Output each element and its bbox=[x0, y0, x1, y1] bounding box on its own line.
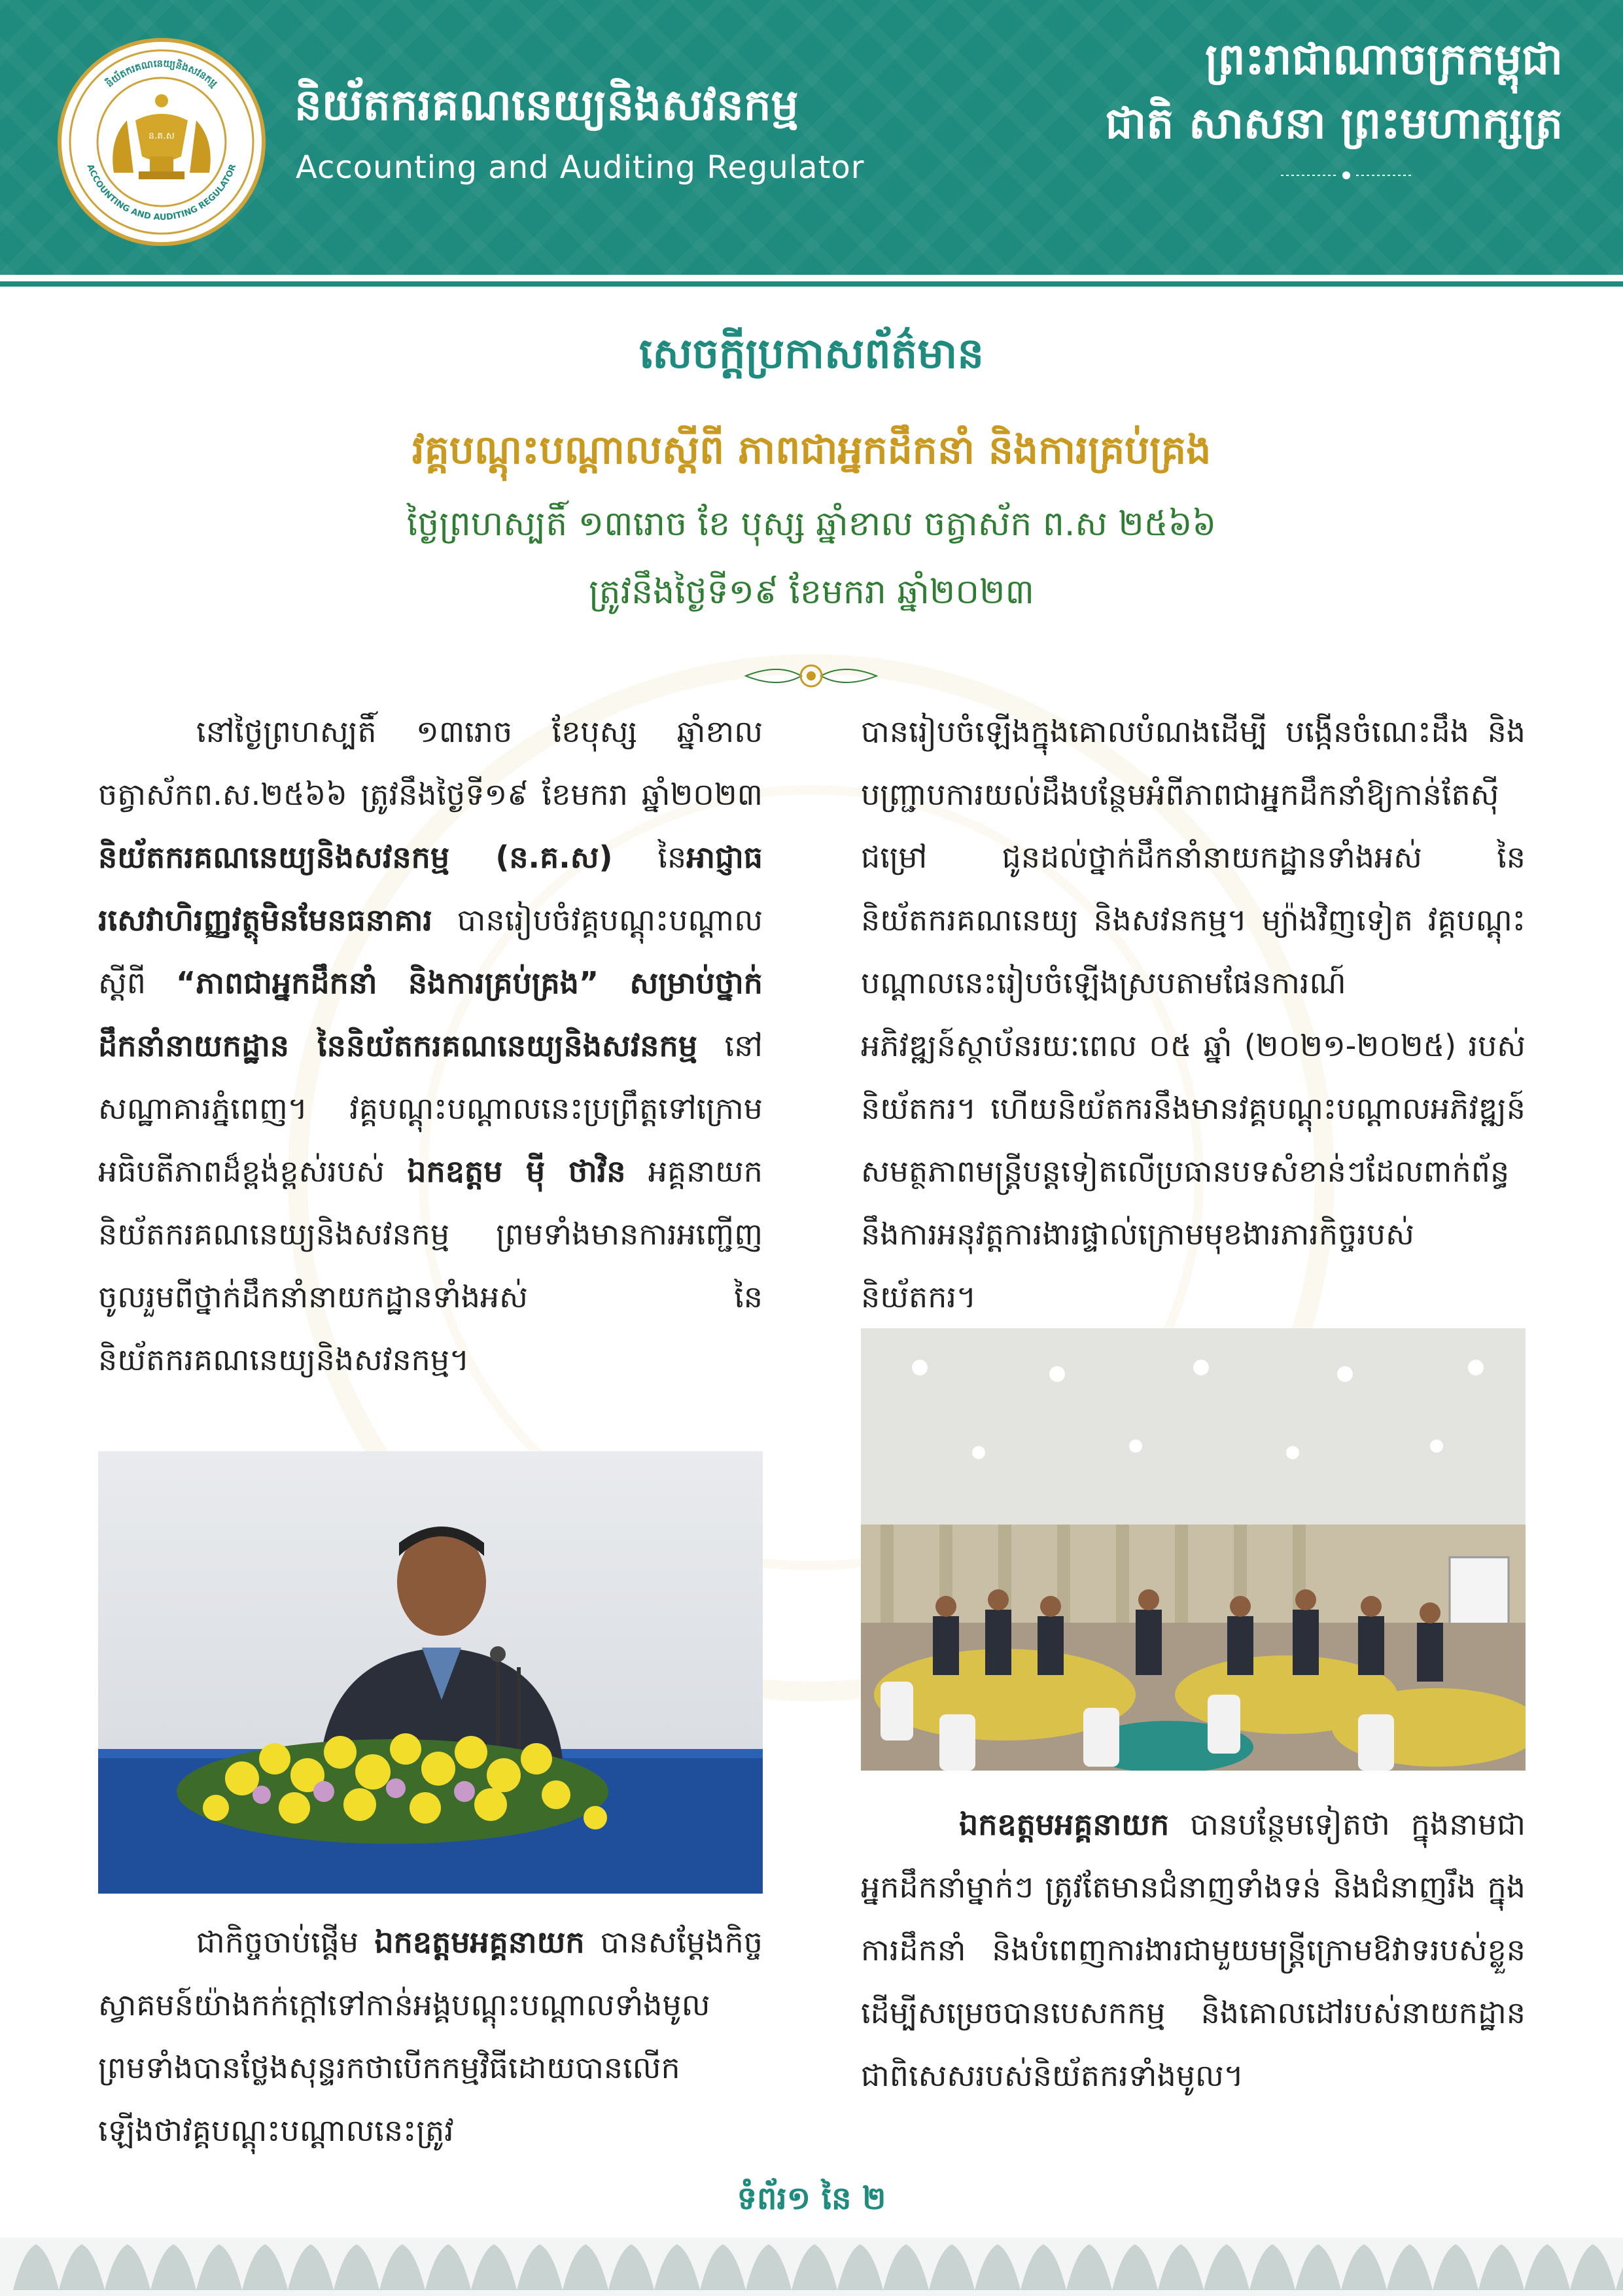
intro-text-3: បានរៀបចំវគ្គបណ្តុះបណ្តាលស្តីពី bbox=[98, 902, 763, 1000]
paragraph-purpose: បានរៀបចំឡើងក្នុងគោលបំណងដើម្បី បង្កើនចំណេះដឹង និងបញ្ជ្រាបការយល់ដឹងបន្ថែមអំពីភាពជាអ្នកដឹកនាំឱ្យកាន់តែស៊ីជម្រៅ ជូនដល់ថ្នាក់ដឹកនាំនាយកដ្ឋានទាំងអស់ នៃនិយ័តករគណនេយ្យ និងសវនកម្ម។ ម្យ៉ាងវិញទៀត វគ្គបណ្តុះបណ្តាលនេះរៀបចំឡើងស្របតាមផែនការណ៍អភិវឌ្ឍន៍ស្ថាប័នរយៈពេល ០៥ ឆ្នាំ (២០២១-២០២៥) របស់និយ័តករ។ ហើយនិយ័តករនឹងមានវគ្គបណ្តុះបណ្តាលអភិវឌ្ឍន៍សមត្ថភាពមន្ត្រីបន្តទៀតលើប្រធានបទសំខាន់ៗដែលពាក់ព័ន្ធនឹងការអនុវត្តការងារផ្ទាល់ក្រោមមុខងារភារកិច្ចរបស់និយ័តករ។ bbox=[861, 714, 1526, 1315]
skills-text: បានបន្ថែមទៀតថា ក្នុងនាមជាអ្នកដឹកនាំម្នាក់ៗ ត្រូវតែមានជំនាញទាំងទន់ និងជំនាញរឹង ក្នុងការដឹកនាំ និងបំពេញការងារជាមួយមន្ត្រីក្រោមឱវាទរបស់ខ្លួន ដើម្បីសម្រេចបានបេសកកម្ម និងគោលដៅរបស់នាយកដ្ឋាន ជាពិសេសរបស់និយ័តករទាំងមូល។ bbox=[861, 1807, 1526, 2093]
opening-text-1: ជាកិច្ចចាប់ផ្តើម bbox=[196, 1924, 375, 1960]
press-release-title: សេចក្តីប្រកាសព័ត៌មាន bbox=[639, 330, 984, 378]
logo-ring-km: និយ័តករគណនេយ្យនិងសវនកម្ម bbox=[103, 57, 220, 90]
photo-director-general-speaking bbox=[98, 1451, 763, 1894]
skills-dg-title: ឯកឧត្តមអគ្គនាយក bbox=[959, 1807, 1170, 1842]
org-name-english: Accounting and Auditing Regulator bbox=[296, 149, 865, 186]
intro-org-name: និយ័តករគណនេយ្យនិងសវនកម្ម (ន.គ.ស) bbox=[98, 839, 613, 875]
intro-workshop-topic: “ភាពជាអ្នកដឹកនាំ និងការគ្រប់គ្រង” សម្រាប់ថ្នាក់ដឹកនាំនាយកដ្ឋាន នៃនិយ័តករគណនេយ្យនិងសវនកម្ម bbox=[98, 965, 763, 1063]
date-solar: ត្រូវនឹងថ្ងៃទី១៩ ខែមករា ឆ្នាំ២០២៣ bbox=[589, 573, 1034, 612]
opening-text-2: បានសម្តែងកិច្ចស្វាគមន៍យ៉ាងកក់ក្តៅទៅកាន់អង្គបណ្តុះបណ្តាលទាំងមូល ព្រមទាំងបានថ្លែងសុន្ទរកថាបើកកម្មវិធីដោយបានលើកឡើងថាវគ្គបណ្តុះបណ្តាលនេះត្រូវ bbox=[98, 1924, 763, 2148]
opening-dg-title: ឯកឧត្តមអគ្គនាយក bbox=[374, 1924, 585, 1960]
intro-chair-name: ឯកឧត្តម ម៉ី ថាវិន bbox=[407, 1154, 626, 1189]
header-banner bbox=[0, 0, 1623, 275]
intro-text-1: នៅថ្ងៃព្រហស្បតិ៍ ១៣រោច ខែបុស្ស ឆ្នាំខាល ចត្វាស័កព.ស.២៥៦៦ ត្រូវនឹងថ្ងៃទី១៩ ខែមករា ឆ្នាំ២០២៣ bbox=[98, 714, 763, 812]
logo-abbrev: ន.គ.ស bbox=[148, 131, 175, 141]
workshop-title: វគ្គបណ្តុះបណ្តាលស្តីពី ភាពជាអ្នកដឹកនាំ និងការគ្រប់គ្រង bbox=[411, 427, 1212, 473]
logo-ring-en: ACCOUNTING AND AUDITING REGULATOR bbox=[84, 163, 239, 223]
photo-training-room bbox=[861, 1328, 1526, 1771]
page-number: ទំព័រ១ នៃ ២ bbox=[737, 2180, 886, 2217]
intro-text-4: នៅសណ្ឋាគារភ្នំពេញ។ វគ្គបណ្តុះបណ្តាលនេះប្រព្រឹត្តទៅក្រោមអធិបតីភាពដ៏ខ្ពង់ខ្ពស់របស់ bbox=[98, 1028, 763, 1189]
seal-icon bbox=[61, 42, 262, 242]
paragraph-leadership-skills bbox=[861, 1793, 1526, 2107]
motto-ornament-icon bbox=[1281, 169, 1412, 182]
org-name-khmer: និយ័តករគណនេយ្យនិងសវនកម្ម bbox=[294, 80, 799, 130]
organization-logo bbox=[58, 38, 266, 246]
paragraph-opening bbox=[98, 1911, 763, 2162]
footer-ornament-band-icon bbox=[0, 2238, 1623, 2296]
date-lunar: ថ្ងៃព្រហស្បតិ៍ ១៣រោច ខែ បុស្ស ឆ្នាំខាល ចត្វាស័ក ព.ស ២៥៦៦ bbox=[406, 504, 1217, 544]
paragraph-intro bbox=[98, 700, 763, 1391]
intro-text-2: នៃ bbox=[612, 839, 687, 875]
header-divider-line bbox=[0, 281, 1623, 287]
national-motto-line1: ព្រះរាជាណាចក្រកម្ពុជា bbox=[1205, 34, 1563, 84]
national-motto-line2: ជាតិ សាសនា ព្រះមហាក្សត្រ bbox=[1105, 98, 1563, 149]
lotus-divider-icon bbox=[739, 660, 883, 692]
intro-authority-name: អាជ្ញាធរសេវាហិរញ្ញវត្ថុមិនមែនធនាគារ bbox=[98, 839, 763, 938]
intro-text-5: អគ្គនាយកនិយ័តករគណនេយ្យនិងសវនកម្ម ព្រមទាំងមានការអញ្ជើញចូលរួមពីថ្នាក់ដឹកនាំនាយកដ្ឋានទាំងអស់ នៃនិយ័តករគណនេយ្យនិងសវនកម្ម។ bbox=[98, 1154, 763, 1377]
